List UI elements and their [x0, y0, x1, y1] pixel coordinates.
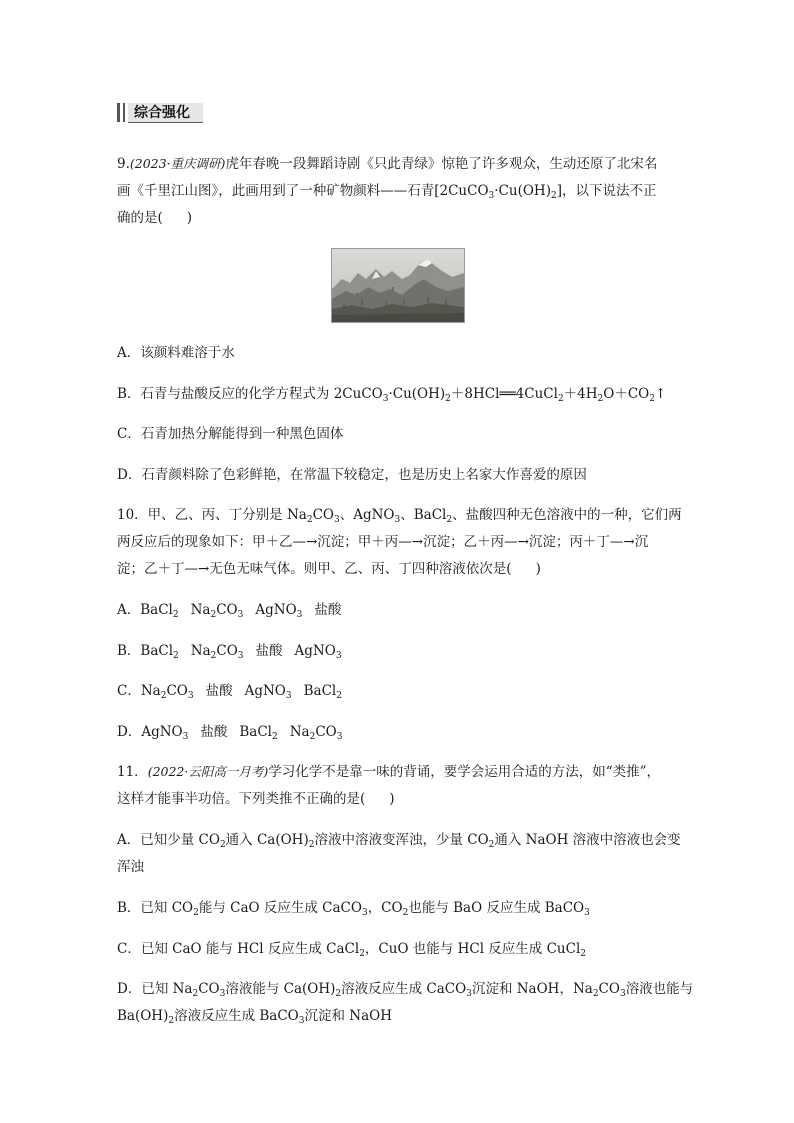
text-run: ，CuO 也能与 HCl 反应生成 CuCl — [364, 941, 581, 957]
subscript: 3 — [219, 989, 226, 999]
text-run: Na — [190, 602, 211, 618]
q9-source: (2023·重庆调研) — [129, 156, 226, 171]
text-run: B．已知 CO — [117, 900, 194, 916]
subscript: 3 — [619, 989, 626, 999]
subscript: 2 — [308, 840, 315, 850]
subscript: 2 — [402, 908, 409, 918]
subscript: 2 — [219, 840, 226, 850]
subscript: 2 — [192, 989, 199, 999]
q10-stem-line3 — [117, 559, 541, 579]
text-run: 沉淀和 NaOH，Na — [471, 981, 593, 997]
subscript: 3 — [182, 732, 189, 742]
header-bar-decoration — [117, 103, 120, 122]
subscript: 2 — [550, 191, 557, 201]
text-run: Na — [289, 724, 310, 740]
subscript: 2 — [336, 691, 342, 701]
text-run: 溶液也能与 — [625, 981, 694, 997]
text-run: CO — [216, 602, 238, 618]
text-run: 盐酸 — [205, 683, 233, 699]
subscript: 2 — [193, 908, 199, 918]
text-run: C．石青加热分解能得到一种黑色固体 — [117, 426, 344, 442]
text-run: 溶液反应生成 CaCO — [341, 981, 467, 997]
text-run: 盐酸 — [200, 724, 228, 740]
text-run: ) — [535, 561, 541, 577]
painting-illustration — [332, 249, 464, 322]
text-run: 两反应后的现象如下：甲＋乙—→沉淀；甲＋丙—→沉淀；乙＋丙—→沉淀；丙＋丁—→沉 — [117, 534, 649, 550]
subscript: 3 — [285, 691, 292, 701]
text-run: AgNO — [294, 643, 336, 659]
q9-stem-line1 — [117, 154, 657, 174]
text-run: 学习化学不是靠一味的背诵，要学会运用合适的方法，如“类推”， — [268, 764, 661, 780]
text-run: C．已知 CaO 能与 HCl 反应生成 CaCl — [117, 941, 360, 957]
text-run: 这样才能事半功倍。下列类推不正确的是( — [117, 791, 366, 807]
subscript: 2 — [557, 394, 564, 404]
text-run: CO — [315, 724, 337, 740]
subscript: 2 — [173, 651, 179, 661]
subscript: 3 — [394, 515, 401, 525]
text-run: 、AgNO — [339, 507, 395, 523]
text-run: D．石青颜料除了色彩鲜艳，在常温下较稳定，也是历史上名家大作喜爱的原因 — [117, 467, 587, 483]
text-run: 确的是( — [117, 210, 163, 226]
q11-stem-line2 — [117, 789, 395, 809]
q9-option-d — [117, 465, 587, 485]
subscript: 3 — [298, 1016, 305, 1026]
q11-option-d-line2 — [117, 1006, 392, 1026]
text-run: 、盐酸四种无色溶液中的一种，它们两 — [452, 507, 682, 523]
text-run: ＋8HCl══4CuCl — [450, 386, 558, 402]
text-run: 溶液反应生成 BaCO — [174, 1008, 299, 1024]
subscript: 2 — [306, 515, 313, 525]
text-run: 盐酸 — [314, 602, 342, 618]
text-run: 通入 Ca(OH) — [225, 832, 309, 848]
text-run: B．石青与盐酸反应的化学方程式为 2CuCO — [117, 386, 383, 402]
text-run: BaCl — [303, 683, 337, 699]
text-run: B．BaCl — [117, 643, 174, 659]
q10-option-a — [117, 600, 341, 620]
text-run: D．已知 Na — [117, 981, 193, 997]
q9-stem-line3 — [117, 208, 192, 228]
text-run: 11． — [117, 764, 148, 780]
subscript: 3 — [237, 651, 244, 661]
text-run: 淀；乙＋丁—→无色无味气体。则甲、乙、丙、丁四种溶液依次是( — [117, 561, 512, 577]
text-run: CO — [598, 981, 620, 997]
text-run: ) — [186, 210, 193, 226]
subscript: 2 — [597, 394, 604, 404]
q10-option-c — [117, 681, 342, 701]
text-run: A．该颜料难溶于水 — [117, 345, 235, 361]
text-run: ) — [389, 791, 395, 807]
subscript: 3 — [361, 908, 368, 918]
subscript: 3 — [382, 394, 389, 404]
subscript: 2 — [580, 949, 587, 959]
section-header — [117, 101, 203, 123]
text-run: ·Cu(OH) — [388, 386, 446, 402]
text-run: 也能与 BaO 反应生成 BaCO — [408, 900, 585, 916]
text-run: CO — [166, 683, 188, 699]
text-run: Na — [190, 643, 211, 659]
subscript: 3 — [336, 732, 343, 742]
q9-stem-line2 — [117, 181, 656, 201]
subscript: 2 — [488, 840, 495, 850]
header-bar-decoration — [123, 103, 125, 122]
subscript: 2 — [335, 989, 342, 999]
text-run: 盐酸 — [255, 643, 283, 659]
text-run: ＋4H — [563, 386, 598, 402]
q11-option-a-line1 — [117, 830, 681, 850]
q11-stem-line1 — [117, 762, 660, 782]
text-run: A．已知少量 CO — [117, 832, 220, 848]
q10-stem-line2 — [117, 532, 648, 552]
subscript: 3 — [335, 651, 342, 661]
text-run: 通入 NaOH 溶液中溶液也会变 — [494, 832, 681, 848]
subscript: 2 — [309, 732, 316, 742]
subscript: 2 — [168, 1016, 175, 1026]
text-run: ]，以下说法不正 — [556, 183, 657, 199]
subscript: 2 — [271, 732, 278, 742]
subscript: 2 — [210, 651, 217, 661]
text-run: 虎年春晚一段舞蹈诗剧《只此青绿》惊艳了许多观众，生动还原了北宋名 — [225, 156, 658, 172]
q9-option-c — [117, 424, 343, 444]
q11-option-c — [117, 939, 586, 959]
text-run: 10．甲、乙、丙、丁分别是 Na — [117, 507, 307, 523]
text-run: 溶液能与 Ca(OH) — [225, 981, 336, 997]
subscript: 3 — [333, 515, 340, 525]
q11-option-d-line1 — [117, 979, 693, 999]
text-run: ，CO — [367, 900, 403, 916]
q9-option-b — [117, 384, 666, 404]
subscript: 2 — [172, 610, 179, 620]
subscript: 2 — [210, 610, 217, 620]
q10-option-d — [117, 722, 342, 742]
text-run: 溶液中溶液变浑浊，少量 CO — [314, 832, 489, 848]
text-run: ↑ — [654, 386, 667, 402]
subscript: 2 — [446, 515, 453, 525]
q9-option-a — [117, 343, 235, 363]
text-run: A．BaCl — [117, 602, 173, 618]
text-run: AgNO — [255, 602, 297, 618]
text-run: CO — [216, 643, 238, 659]
q10-stem-line1 — [117, 505, 682, 525]
text-run: CO — [312, 507, 334, 523]
text-run: 沉淀和 NaOH — [304, 1008, 392, 1024]
landscape-painting-image — [331, 248, 465, 323]
subscript: 3 — [187, 691, 194, 701]
text-run: ·Cu(OH) — [494, 183, 551, 199]
subscript: 2 — [445, 394, 451, 404]
text-run: CO — [198, 981, 220, 997]
subscript: 2 — [649, 394, 655, 404]
subscript: 3 — [237, 610, 244, 620]
text-run: 画《千里江山图》，此画用到了一种矿物颜料——石青[2CuCO — [117, 183, 489, 199]
subscript: 2 — [160, 691, 167, 701]
text-run: O＋CO — [603, 386, 650, 402]
subscript: 2 — [592, 989, 599, 999]
text-run: 能与 CaO 反应生成 CaCO — [198, 900, 362, 916]
text-run: BaCl — [239, 724, 272, 740]
q11-source: (2022·云阳高一月考) — [147, 764, 269, 779]
subscript: 3 — [584, 908, 590, 918]
text-run: C．Na — [117, 683, 161, 699]
section-title: 综合强化 — [134, 105, 190, 121]
subscript: 2 — [359, 949, 365, 959]
subscript: 3 — [296, 610, 303, 620]
q11-option-b — [117, 898, 590, 918]
text-run: AgNO — [244, 683, 286, 699]
q11-option-a-line2 — [117, 857, 144, 877]
text-run: D．AgNO — [117, 724, 183, 740]
subscript: 3 — [466, 989, 472, 999]
subscript: 3 — [488, 191, 495, 201]
text-run: Ba(OH) — [117, 1008, 169, 1024]
text-run: 浑浊 — [117, 859, 144, 875]
q10-option-b — [117, 641, 342, 661]
text-run: 、BaCl — [400, 507, 447, 523]
text-run: 9. — [117, 156, 130, 172]
